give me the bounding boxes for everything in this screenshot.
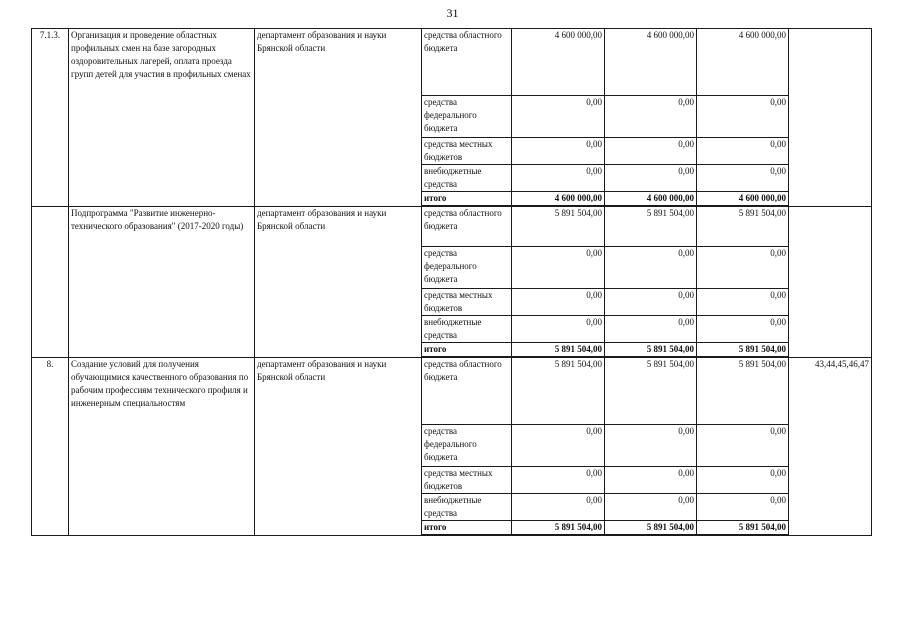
funding-source: средства местных бюджетов (422, 289, 512, 316)
amount-year-1: 5 891 504,00 (512, 206, 605, 247)
funding-source: средства местных бюджетов (422, 138, 512, 165)
executor: департамент образования и науки Брянской области (255, 29, 422, 207)
funding-source: внебюджетные средства (422, 494, 512, 521)
funding-source: средства федерального бюджета (422, 247, 512, 289)
amount-year-3: 4 600 000,00 (697, 29, 789, 96)
amount-year-1: 0,00 (512, 289, 605, 316)
total-label: итого (422, 192, 512, 207)
row-number: 7.1.3. (32, 29, 69, 207)
amount-year-3: 5 891 504,00 (697, 206, 789, 247)
funding-source: внебюджетные средства (422, 316, 512, 343)
funding-source: средства областного бюджета (422, 357, 512, 425)
amount-year-3: 0,00 (697, 494, 789, 521)
funding-source: средства областного бюджета (422, 29, 512, 96)
row-number: 8. (32, 357, 69, 535)
total-year-3: 4 600 000,00 (697, 192, 789, 207)
amount-year-1: 0,00 (512, 425, 605, 467)
amount-year-2: 0,00 (605, 494, 697, 521)
funding-source: средства областного бюджета (422, 206, 512, 247)
amount-year-2: 0,00 (605, 247, 697, 289)
amount-year-3: 5 891 504,00 (697, 357, 789, 425)
activity-name: Организация и проведение областных профильных смен на базе загородных оздоровительных лагерей, оплата проезда групп детей для участия в профильных сменах (69, 29, 255, 207)
page-number: 31 (446, 6, 459, 20)
amount-year-1: 4 600 000,00 (512, 29, 605, 96)
indicators-cell (789, 206, 872, 357)
amount-year-2: 4 600 000,00 (605, 29, 697, 96)
amount-year-1: 0,00 (512, 96, 605, 138)
amount-year-2: 0,00 (605, 316, 697, 343)
amount-year-2: 0,00 (605, 425, 697, 467)
funding-source: средства федерального бюджета (422, 425, 512, 467)
table-row (32, 357, 872, 425)
total-label: итого (422, 343, 512, 358)
amount-year-3: 0,00 (697, 138, 789, 165)
amount-year-1: 0,00 (512, 467, 605, 494)
amount-year-2: 5 891 504,00 (605, 357, 697, 425)
total-label: итого (422, 521, 512, 536)
total-year-2: 5 891 504,00 (605, 521, 697, 536)
table-row (32, 29, 872, 96)
row-number (32, 206, 69, 357)
amount-year-1: 5 891 504,00 (512, 357, 605, 425)
total-year-3: 5 891 504,00 (697, 521, 789, 536)
amount-year-1: 0,00 (512, 247, 605, 289)
amount-year-2: 0,00 (605, 96, 697, 138)
amount-year-3: 0,00 (697, 425, 789, 467)
executor: департамент образования и науки Брянской области (255, 206, 422, 357)
amount-year-3: 0,00 (697, 247, 789, 289)
total-year-1: 4 600 000,00 (512, 192, 605, 207)
amount-year-3: 0,00 (697, 165, 789, 192)
total-year-2: 5 891 504,00 (605, 343, 697, 358)
amount-year-1: 0,00 (512, 494, 605, 521)
amount-year-3: 0,00 (697, 96, 789, 138)
amount-year-3: 0,00 (697, 289, 789, 316)
funding-source: средства местных бюджетов (422, 467, 512, 494)
amount-year-2: 0,00 (605, 289, 697, 316)
amount-year-1: 0,00 (512, 316, 605, 343)
amount-year-2: 0,00 (605, 165, 697, 192)
total-year-1: 5 891 504,00 (512, 343, 605, 358)
activity-name: Создание условий для получения обучающимися качественного образования по рабочим профессиям технического профиля и инженерным специальностям (69, 357, 255, 535)
indicators-cell (789, 29, 872, 207)
total-year-2: 4 600 000,00 (605, 192, 697, 207)
amount-year-2: 0,00 (605, 138, 697, 165)
amount-year-1: 0,00 (512, 165, 605, 192)
funding-source: средства федерального бюджета (422, 96, 512, 138)
budget-table (31, 28, 872, 536)
amount-year-2: 0,00 (605, 467, 697, 494)
activity-name: Подпрограмма "Развитие инженерно-технического образования" (2017-2020 годы) (69, 206, 255, 357)
executor: департамент образования и науки Брянской области (255, 357, 422, 535)
funding-source: внебюджетные средства (422, 165, 512, 192)
indicators-cell: 43,44,45,46,47 (789, 357, 872, 535)
total-year-1: 5 891 504,00 (512, 521, 605, 536)
amount-year-3: 0,00 (697, 467, 789, 494)
amount-year-1: 0,00 (512, 138, 605, 165)
amount-year-2: 5 891 504,00 (605, 206, 697, 247)
total-year-3: 5 891 504,00 (697, 343, 789, 358)
table-row (32, 206, 872, 247)
amount-year-3: 0,00 (697, 316, 789, 343)
